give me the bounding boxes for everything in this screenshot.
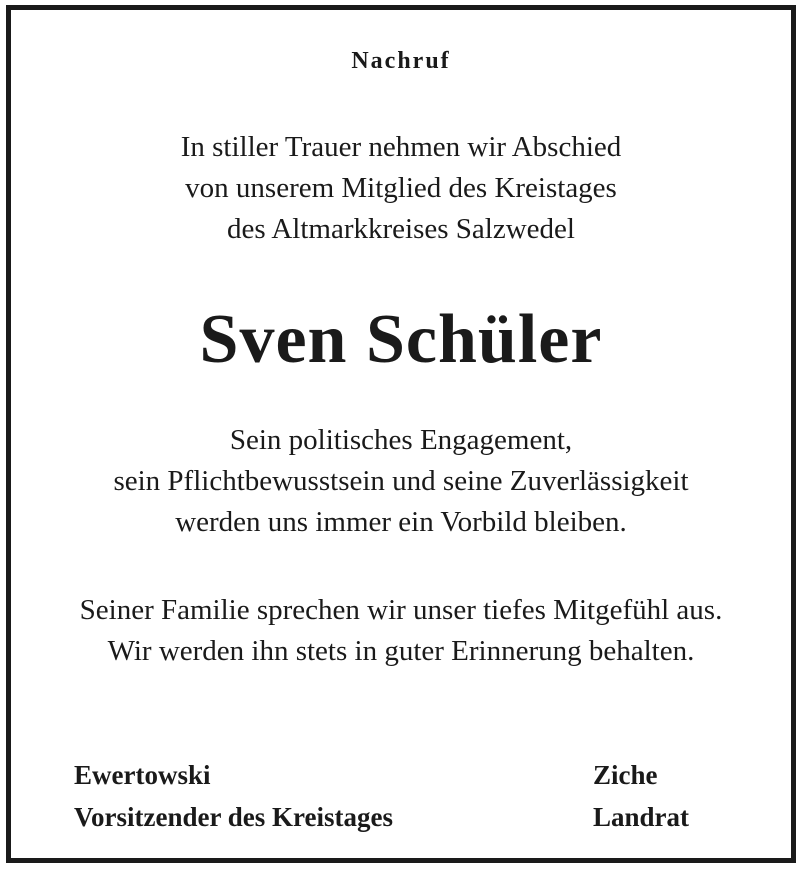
signatory-name: Ziche [593,760,658,790]
tribute-line: werden uns immer ein Vorbild bleiben. [175,506,627,538]
deceased-name: Sven Schüler [199,301,603,378]
tribute-line: Sein politisches Engagement, [229,424,573,456]
condolence-line: Wir werden ihn stets in guter Erinnerung behalten. [107,635,695,667]
signatory-title: Vorsitzender des Kreistages [74,802,393,832]
intro-text [11,127,791,250]
condolence-text [11,590,791,672]
signatory-chair [74,754,393,838]
tribute-line: sein Pflichtbewusstsein und seine Zuverlässigkeit [113,465,689,497]
condolence-line: Seiner Familie sprechen wir unser tiefes Mitgefühl aus. [79,594,723,626]
signatory-name: Ewertowski [74,760,211,790]
intro-line: des Altmarkkreises Salzwedel [227,213,575,245]
obituary-frame [6,5,796,863]
intro-line: von unserem Mitglied des Kreistages [185,172,617,204]
tribute-text [11,420,791,543]
signatory-district-administrator [593,754,689,838]
notice-heading: Nachruf [351,48,451,74]
intro-line: In stiller Trauer nehmen wir Abschied [180,131,622,163]
signatory-title: Landrat [593,802,690,832]
